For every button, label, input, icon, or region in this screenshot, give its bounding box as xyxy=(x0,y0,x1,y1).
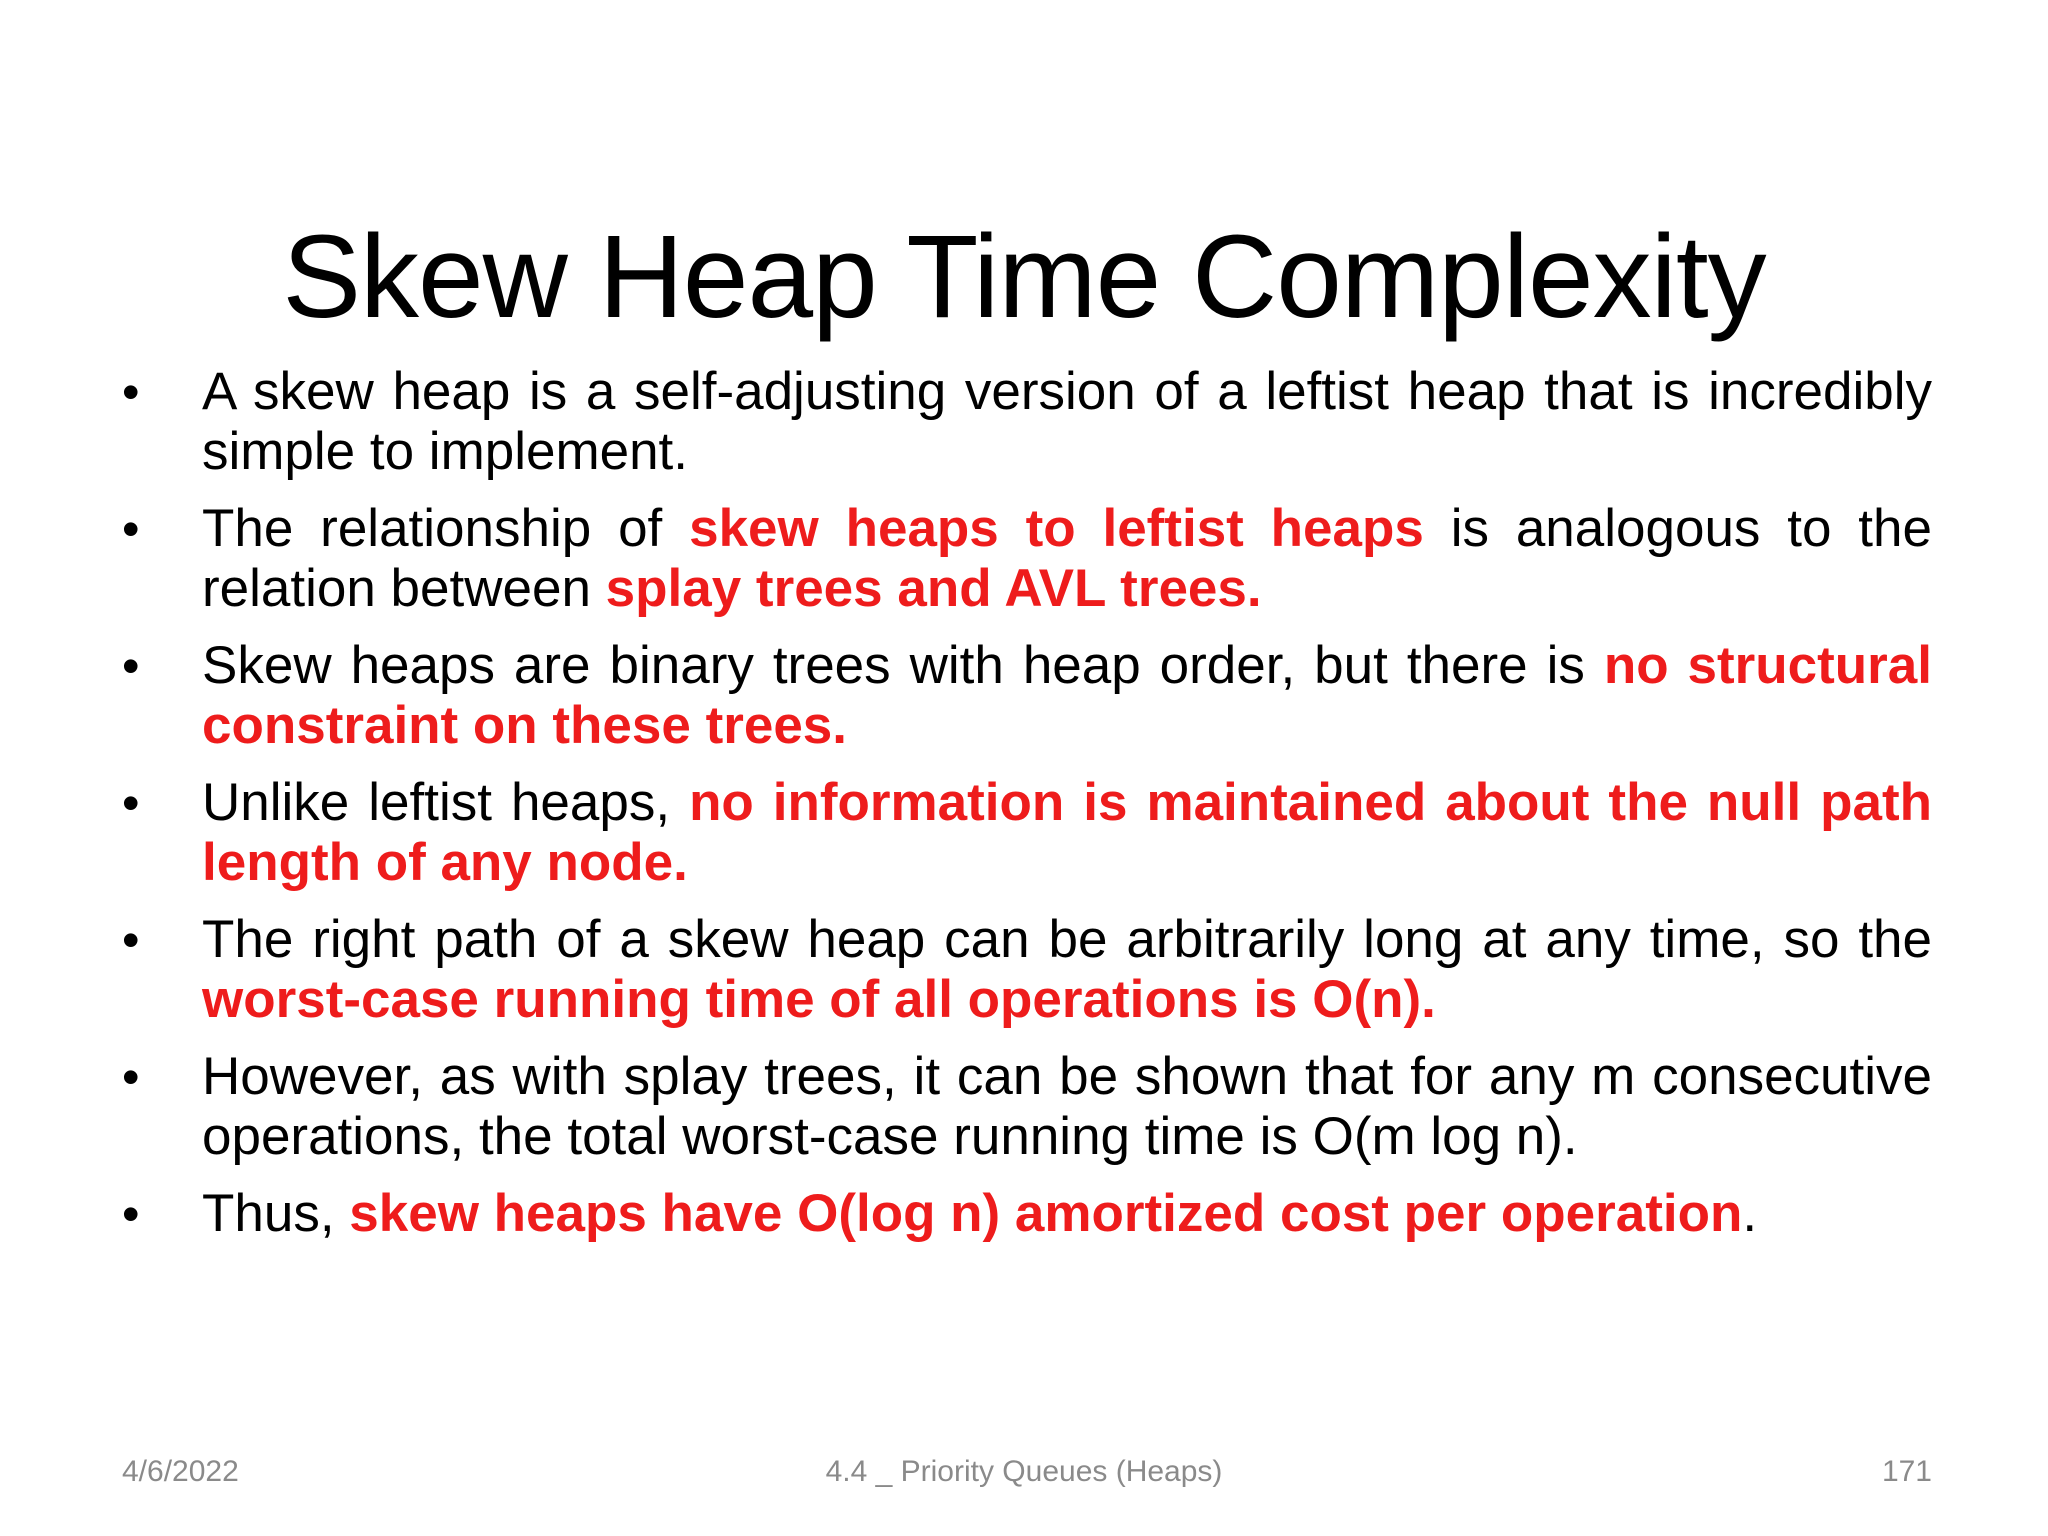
bullet-dot-icon: • xyxy=(122,638,140,694)
bullet-dot-icon: • xyxy=(122,501,140,557)
bullet-highlight-text: no information is maintained about the null path length of any node. xyxy=(202,773,1932,892)
bullet-text: The right path of a skew heap can be arbitrarily long at any time, so the xyxy=(202,910,1932,969)
bullet-item xyxy=(120,773,1932,893)
bullet-highlight-text: skew heaps to leftist heaps xyxy=(689,499,1424,558)
bullet-dot-icon: • xyxy=(122,364,140,420)
footer-page-number: 171 xyxy=(1881,1455,1932,1488)
bullet-item xyxy=(120,362,1932,482)
bullet-item xyxy=(120,1047,1932,1167)
bullet-dot-icon: • xyxy=(122,775,140,831)
bullet-text: is analogous to the relation between xyxy=(202,499,1932,618)
bullet-text: However, as with splay trees, it can be shown that for any m consecutive operations, the total worst-case running time is O(m log n). xyxy=(202,1047,1932,1166)
bullet-text: Thus, xyxy=(202,1184,350,1243)
bullet-highlight-text: no structural constraint on these trees. xyxy=(202,636,1932,755)
bullet-item xyxy=(120,636,1932,756)
footer-title: 4.4 _ Priority Queues (Heaps) xyxy=(825,1455,1223,1488)
bullet-highlight-text: splay trees and AVL trees. xyxy=(605,559,1262,618)
bullet-item xyxy=(120,1184,1932,1244)
bullet-text: Skew heaps are binary trees with heap order, but there is xyxy=(202,636,1604,695)
bullet-dot-icon: • xyxy=(122,1049,140,1105)
bullet-text: A skew heap is a self-adjusting version of a leftist heap that is incredibly simple to implement. xyxy=(202,362,1932,481)
bullet-dot-icon: • xyxy=(122,1186,140,1242)
bullet-text: The relationship of xyxy=(202,499,690,558)
bullet-highlight-text: worst-case running time of all operations is O(n). xyxy=(202,970,1436,1029)
bullet-highlight-text: skew heaps have O(log n) amortized cost per operation xyxy=(349,1184,1743,1243)
bullet-item xyxy=(120,499,1932,619)
bullet-item xyxy=(120,910,1932,1030)
footer-date: 4/6/2022 xyxy=(122,1455,239,1488)
bullet-list xyxy=(120,362,1932,1261)
bullet-text: Unlike leftist heaps, xyxy=(202,773,690,832)
slide-title: Skew Heap Time Complexity xyxy=(282,211,1766,344)
bullet-text: . xyxy=(1742,1184,1758,1243)
bullet-dot-icon: • xyxy=(122,912,140,968)
